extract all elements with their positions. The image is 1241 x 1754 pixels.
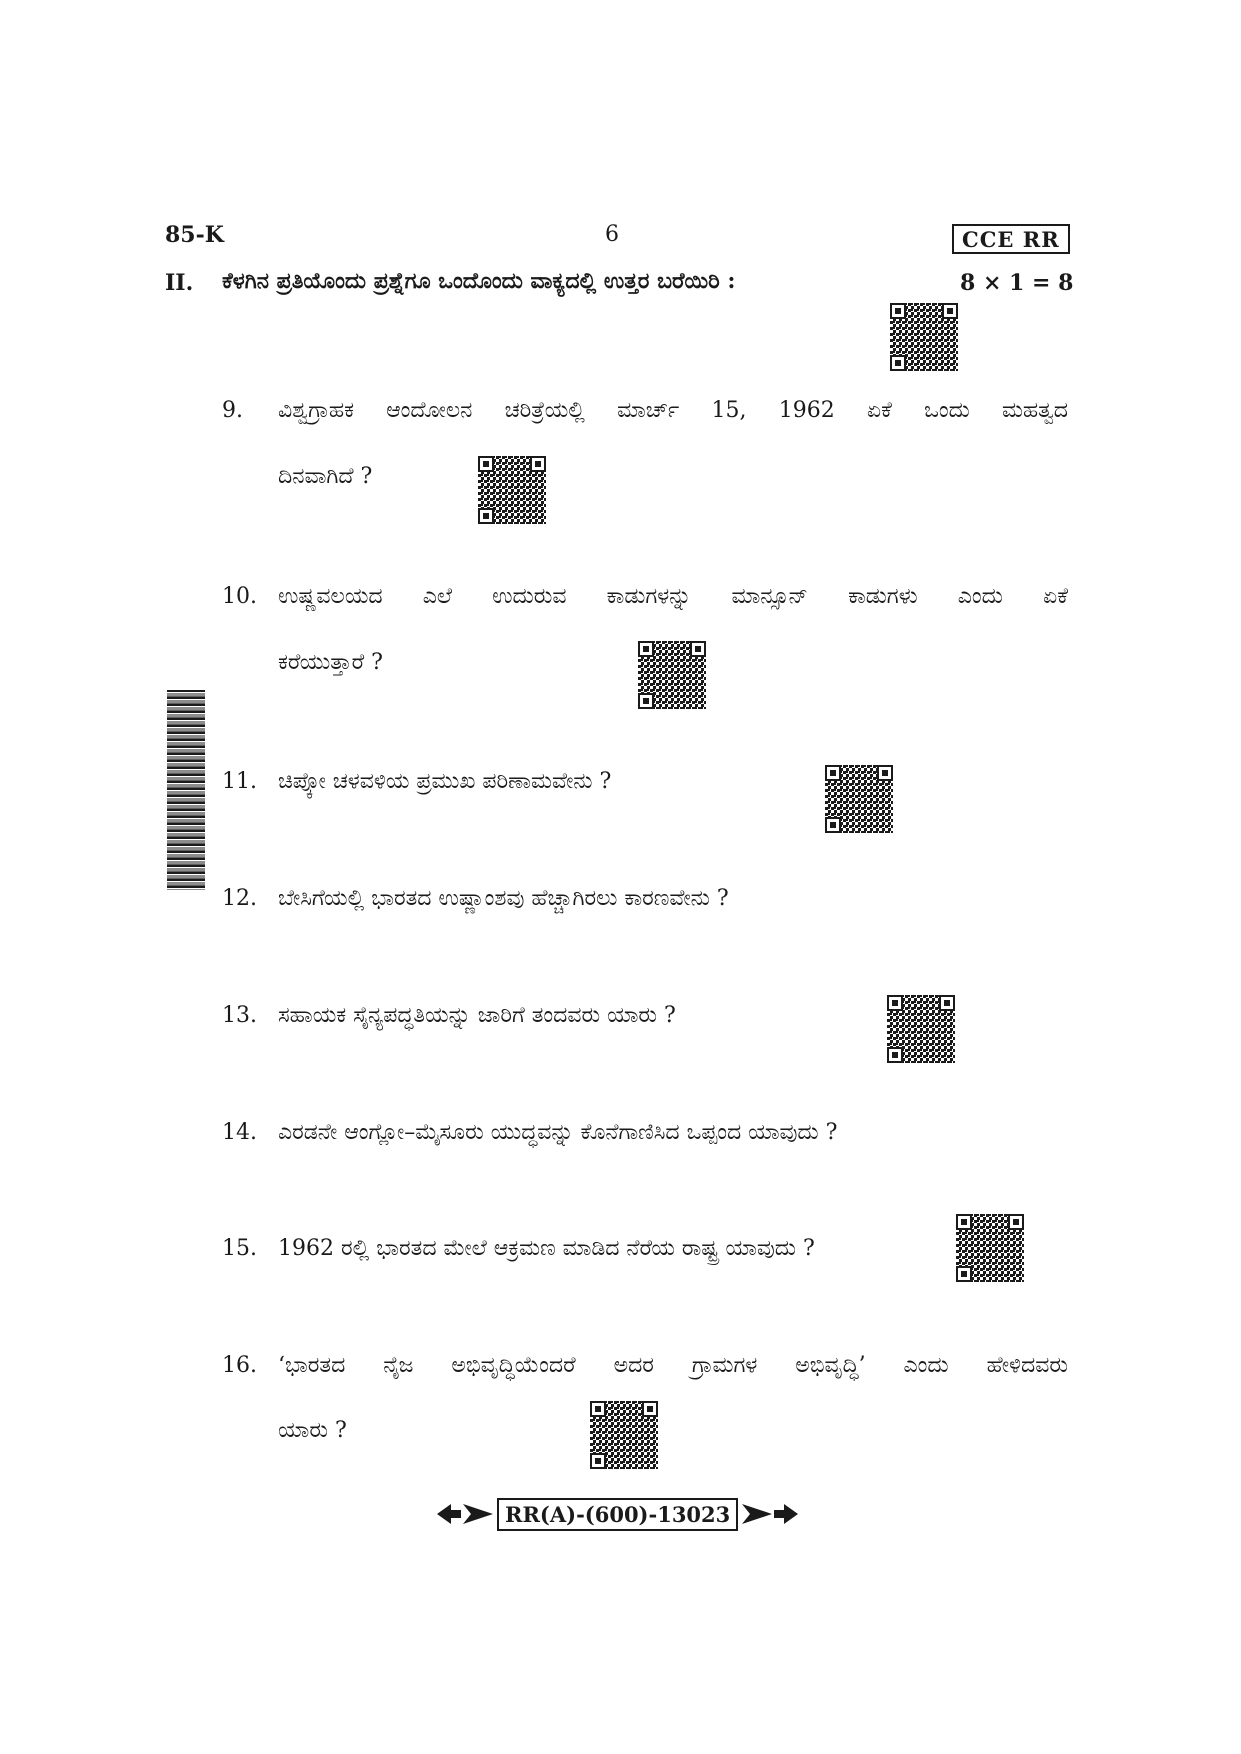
question-text: ‘ಭಾರತದ ನೈಜ ಅಭಿವೃದ್ಧಿಯೆಂದರೆ ಅದರ ಗ್ರಾಮಗಳ ಅಭಿವೃದ್ಧಿ’ ಎಂದು ಹೇಳಿದವರು [278,1353,1068,1378]
question-text: 1962 ರಲ್ಲಿ ಭಾರತದ ಮೇಲೆ ಆಕ್ರಮಣ ಮಾಡಿದ ನೆರೆಯ ರಾಷ್ಟ್ರ ಯಾವುದು ? [278,1236,815,1261]
footer-code: RR(A)-(600)-13023 [497,1498,738,1531]
question-number: 12. [222,886,257,911]
footer [437,1494,798,1534]
question-text: ವಿಶ್ವಗ್ರಾಹಕ ಆಂದೋಲನ ಚರಿತ್ರೆಯಲ್ಲಿ ಮಾರ್ಚ್ 15, 1962 ಏಕೆ ಒಂದು ಮಹತ್ವದ [278,398,1068,423]
question-text: ಚಿಪ್ಕೋ ಚಳವಳಿಯ ಪ್ರಮುಖ ಪರಿಣಾಮವೇನು ? [278,769,612,794]
question-number: 9. [222,398,243,423]
question-text-continued: ದಿನವಾಗಿದೆ ? [278,464,373,489]
question-text: ಎರಡನೇ ಆಂಗ್ಲೋ–ಮೈಸೂರು ಯುದ್ಧವನ್ನು ಕೊನೆಗಾಣಿಸಿದ ಒಪ್ಪಂದ ಯಾವುದು ? [278,1120,838,1145]
question-text-continued: ಕರೆಯುತ್ತಾರೆ ? [278,650,383,675]
qr-code-icon [590,1401,658,1469]
arrow-left-icon [437,1501,493,1527]
qr-code-icon [956,1214,1024,1282]
section-number: II. [165,270,194,296]
barcode-icon [167,690,205,890]
paper-code: 85-K [165,222,224,248]
question-number: 16. [222,1353,257,1378]
section-instruction: ಕೆಳಗಿನ ಪ್ರತಿಯೊಂದು ಪ್ರಶ್ನೆಗೂ ಒಂದೊಂದು ವಾಕ್ಯದಲ್ಲಿ ಉತ್ತರ ಬರೆಯಿರಿ : [222,268,736,294]
question-number: 13. [222,1003,257,1028]
question-number: 10. [222,584,257,609]
qr-code-icon [890,303,958,371]
series-box: CCE RR [952,224,1070,254]
qr-code-icon [887,995,955,1063]
question-text: ಬೇಸಿಗೆಯಲ್ಲಿ ಭಾರತದ ಉಷ್ಣಾಂಶವು ಹೆಚ್ಚಾಗಿರಲು ಕಾರಣವೇನು ? [278,886,729,911]
qr-code-icon [638,641,706,709]
question-number: 14. [222,1120,257,1145]
page-number: 6 [605,222,619,247]
qr-code-icon [825,765,893,833]
arrow-right-icon [742,1501,798,1527]
section-marks: 8 × 1 = 8 [960,270,1074,296]
question-text-continued: ಯಾರು ? [278,1418,347,1443]
question-text: ಸಹಾಯಕ ಸೈನ್ಯಪದ್ಧತಿಯನ್ನು ಜಾರಿಗೆ ತಂದವರು ಯಾರು ? [278,1003,676,1028]
question-number: 15. [222,1236,257,1261]
question-text: ಉಷ್ಣವಲಯದ ಎಲೆ ಉದುರುವ ಕಾಡುಗಳನ್ನು ಮಾನ್ಸೂನ್ ಕಾಡುಗಳು ಎಂದು ಏಕೆ [278,584,1068,609]
qr-code-icon [478,456,546,524]
question-number: 11. [222,769,257,794]
